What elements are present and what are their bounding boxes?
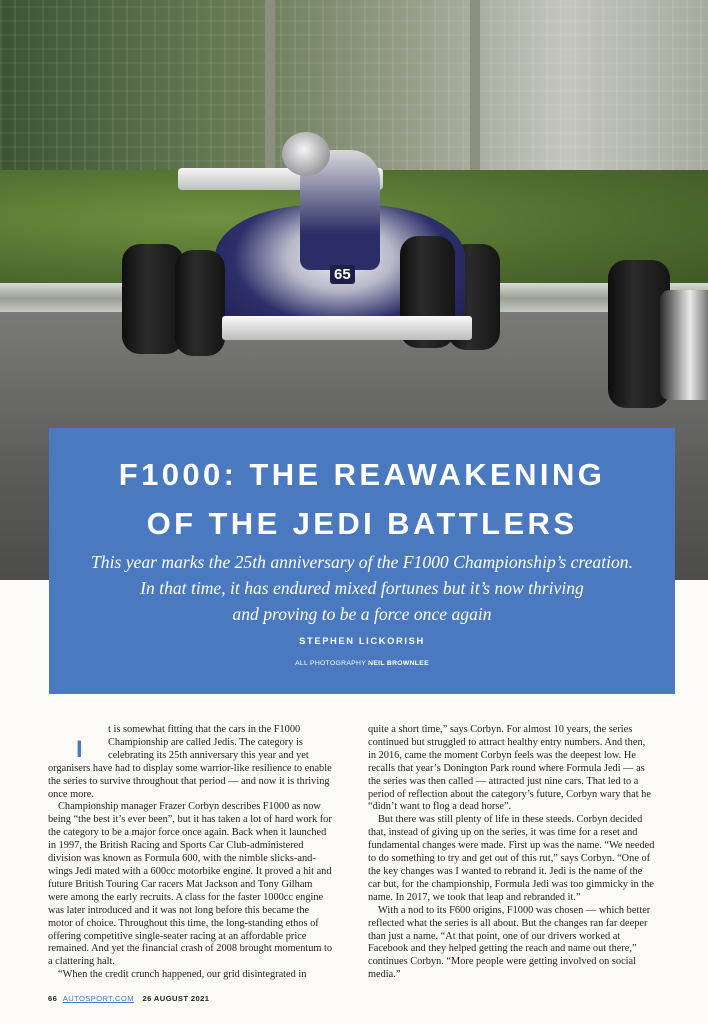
front-wing	[222, 316, 472, 340]
issue-date: 26 AUGUST 2021	[142, 994, 210, 1003]
standfirst-line-1: This year marks the 25th anniversary of the F1000 Championship’s creation.	[91, 552, 633, 572]
article-paragraph: With a nod to its F600 origins, F1000 was chosen — which better reflected what the series is all about. But the changes ran far deeper than just a name. “At that point, one of our drivers worked at Facebook and they helped getting the reach and name out there,” continues Corbyn. “More people were getting involved on social media.”	[368, 904, 651, 981]
article-paragraph: But there was still plenty of life in these steeds. Corbyn decided that, instead of giving up on the series, it was time for a reset and fundamental changes were made. First up was the name. “We needed to do something to try and get out of this rut,” says Corbyn. “One of the key changes was I wanted to rebrand it. Jedi is the name of the car but, for the championship, Formula Jedi was too gimmicky in the name. In 2017, we took that leap and rebranded it.”	[368, 814, 655, 903]
fence-post	[470, 0, 480, 185]
photographer-name: NEIL BROWNLEE	[368, 660, 429, 667]
article-paragraph: quite a short time,” says Corbyn. For almost 10 years, the series continued but struggled to attract healthy entry numbers. And then, in 2016, came the moment Corbyn feels was the deepest low. He recalls that year’s Donington Park round where Formula Jedi — as the series was then called — attracted just nine cars. That led to a period of reflection about the category’s future, Corbyn wary that he “didn’t want to flog a dead horse”.	[368, 724, 651, 813]
headline-line-1: F1000: THE REAWAKENING	[118, 457, 606, 492]
article-column-left	[48, 724, 335, 982]
standfirst-line-2: In that time, it has endured mixed fortunes but it’s now thriving	[140, 578, 584, 598]
site-link[interactable]: AUTOSPORT.COM	[62, 994, 134, 1003]
article-paragraph: Championship manager Frazer Corbyn describes F1000 as now being “the best it’s ever been”, but it has taken a lot of hard work for the category to be a major force once again. Back when it launched in 1997, the British Racing and Sports Car Club-administered division was known as Formula 600, with the nimble slicks-and-wings Jedi mated with a 600cc motorbike engine. It proved a hit and future British Touring Car racers Mat Jackson and Tony Gilham were among the early recruits. A class for the faster 1000cc engine was later introduced and it was not long before this became the motor of choice. Throughout this time, the long-standing ethos of offering competitive single-seater racing at an affordable price remained. And yet the financial crash of 2008 brought momentum to a clattering halt.	[48, 801, 333, 968]
front-left-wheel	[175, 250, 225, 356]
drop-cap: I	[76, 736, 83, 763]
title-panel	[49, 428, 675, 694]
page-number: 66	[48, 994, 58, 1003]
car-number: 65	[330, 265, 355, 284]
photo-credit-prefix: ALL PHOTOGRAPHY	[295, 660, 366, 667]
second-car-body	[660, 290, 708, 400]
article-paragraph: “When the credit crunch happened, our grid disintegrated in	[58, 969, 307, 981]
standfirst-line-3: and proving to be a force once again	[232, 604, 492, 624]
page-footer	[48, 994, 209, 1003]
fence-post	[265, 0, 275, 185]
author-byline: STEPHEN LICKORISH	[299, 635, 425, 646]
driver-helmet	[282, 132, 330, 176]
photo-credit	[49, 660, 675, 667]
standfirst	[69, 549, 655, 627]
article-paragraph: t is somewhat fitting that the cars in the F1000 Championship are called Jedis. The category is celebrating its 25th anniversary this year and yet organisers have had to display some warrior-like resilience to enable the series to survive throughout that period — and now it is thriving once more.	[48, 724, 332, 800]
headline	[49, 450, 675, 548]
headline-line-2: OF THE JEDI BATTLERS	[146, 506, 578, 541]
article-column-right	[368, 724, 655, 982]
